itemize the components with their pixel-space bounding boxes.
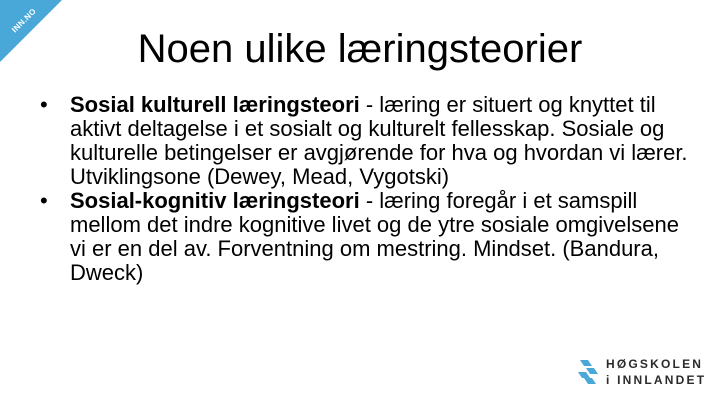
bullet-heading: Sosial kulturell læringsteori [70, 92, 360, 117]
bullet-list [30, 93, 700, 285]
slide-title: Noen ulike læringsteorier [137, 27, 583, 71]
bullet-item-sosial-kognitiv [30, 189, 700, 285]
bullet-heading: Sosial-kognitiv læringsteori [70, 188, 360, 213]
bullet-text: - læring foregår i et samspill mellom det indre kognitive livet og de ytre sosiale omgivelsene vi er en del av. Forventning om mestring. Mindset. (Bandura, Dweck) [70, 188, 679, 285]
logo-text-name: INNLANDET [617, 373, 707, 387]
bullet-text: - læring er situert og knyttet til aktivt deltagelse i et sosialt og kulturelt fellesskap. Sosiale og kulturelle betingelser er avgjørende for hva og hvordan vi lærer. Utviklingsone (Dewey, Mead, Vygotski) [70, 92, 688, 189]
bullet-marker: • [40, 188, 48, 213]
corner-tag[interactable]: INN.NO [10, 6, 38, 35]
logo-text-line2 [606, 373, 706, 387]
hogskolen-innlandet-mark-icon [576, 358, 600, 386]
logo-text-line1: HØGSKOLEN [606, 357, 704, 371]
hogskolen-innlandet-logo [576, 354, 716, 390]
logo-text-prefix: i [606, 373, 612, 387]
bullet-item-sosial-kulturell [30, 93, 700, 189]
bullet-marker: • [40, 92, 48, 117]
